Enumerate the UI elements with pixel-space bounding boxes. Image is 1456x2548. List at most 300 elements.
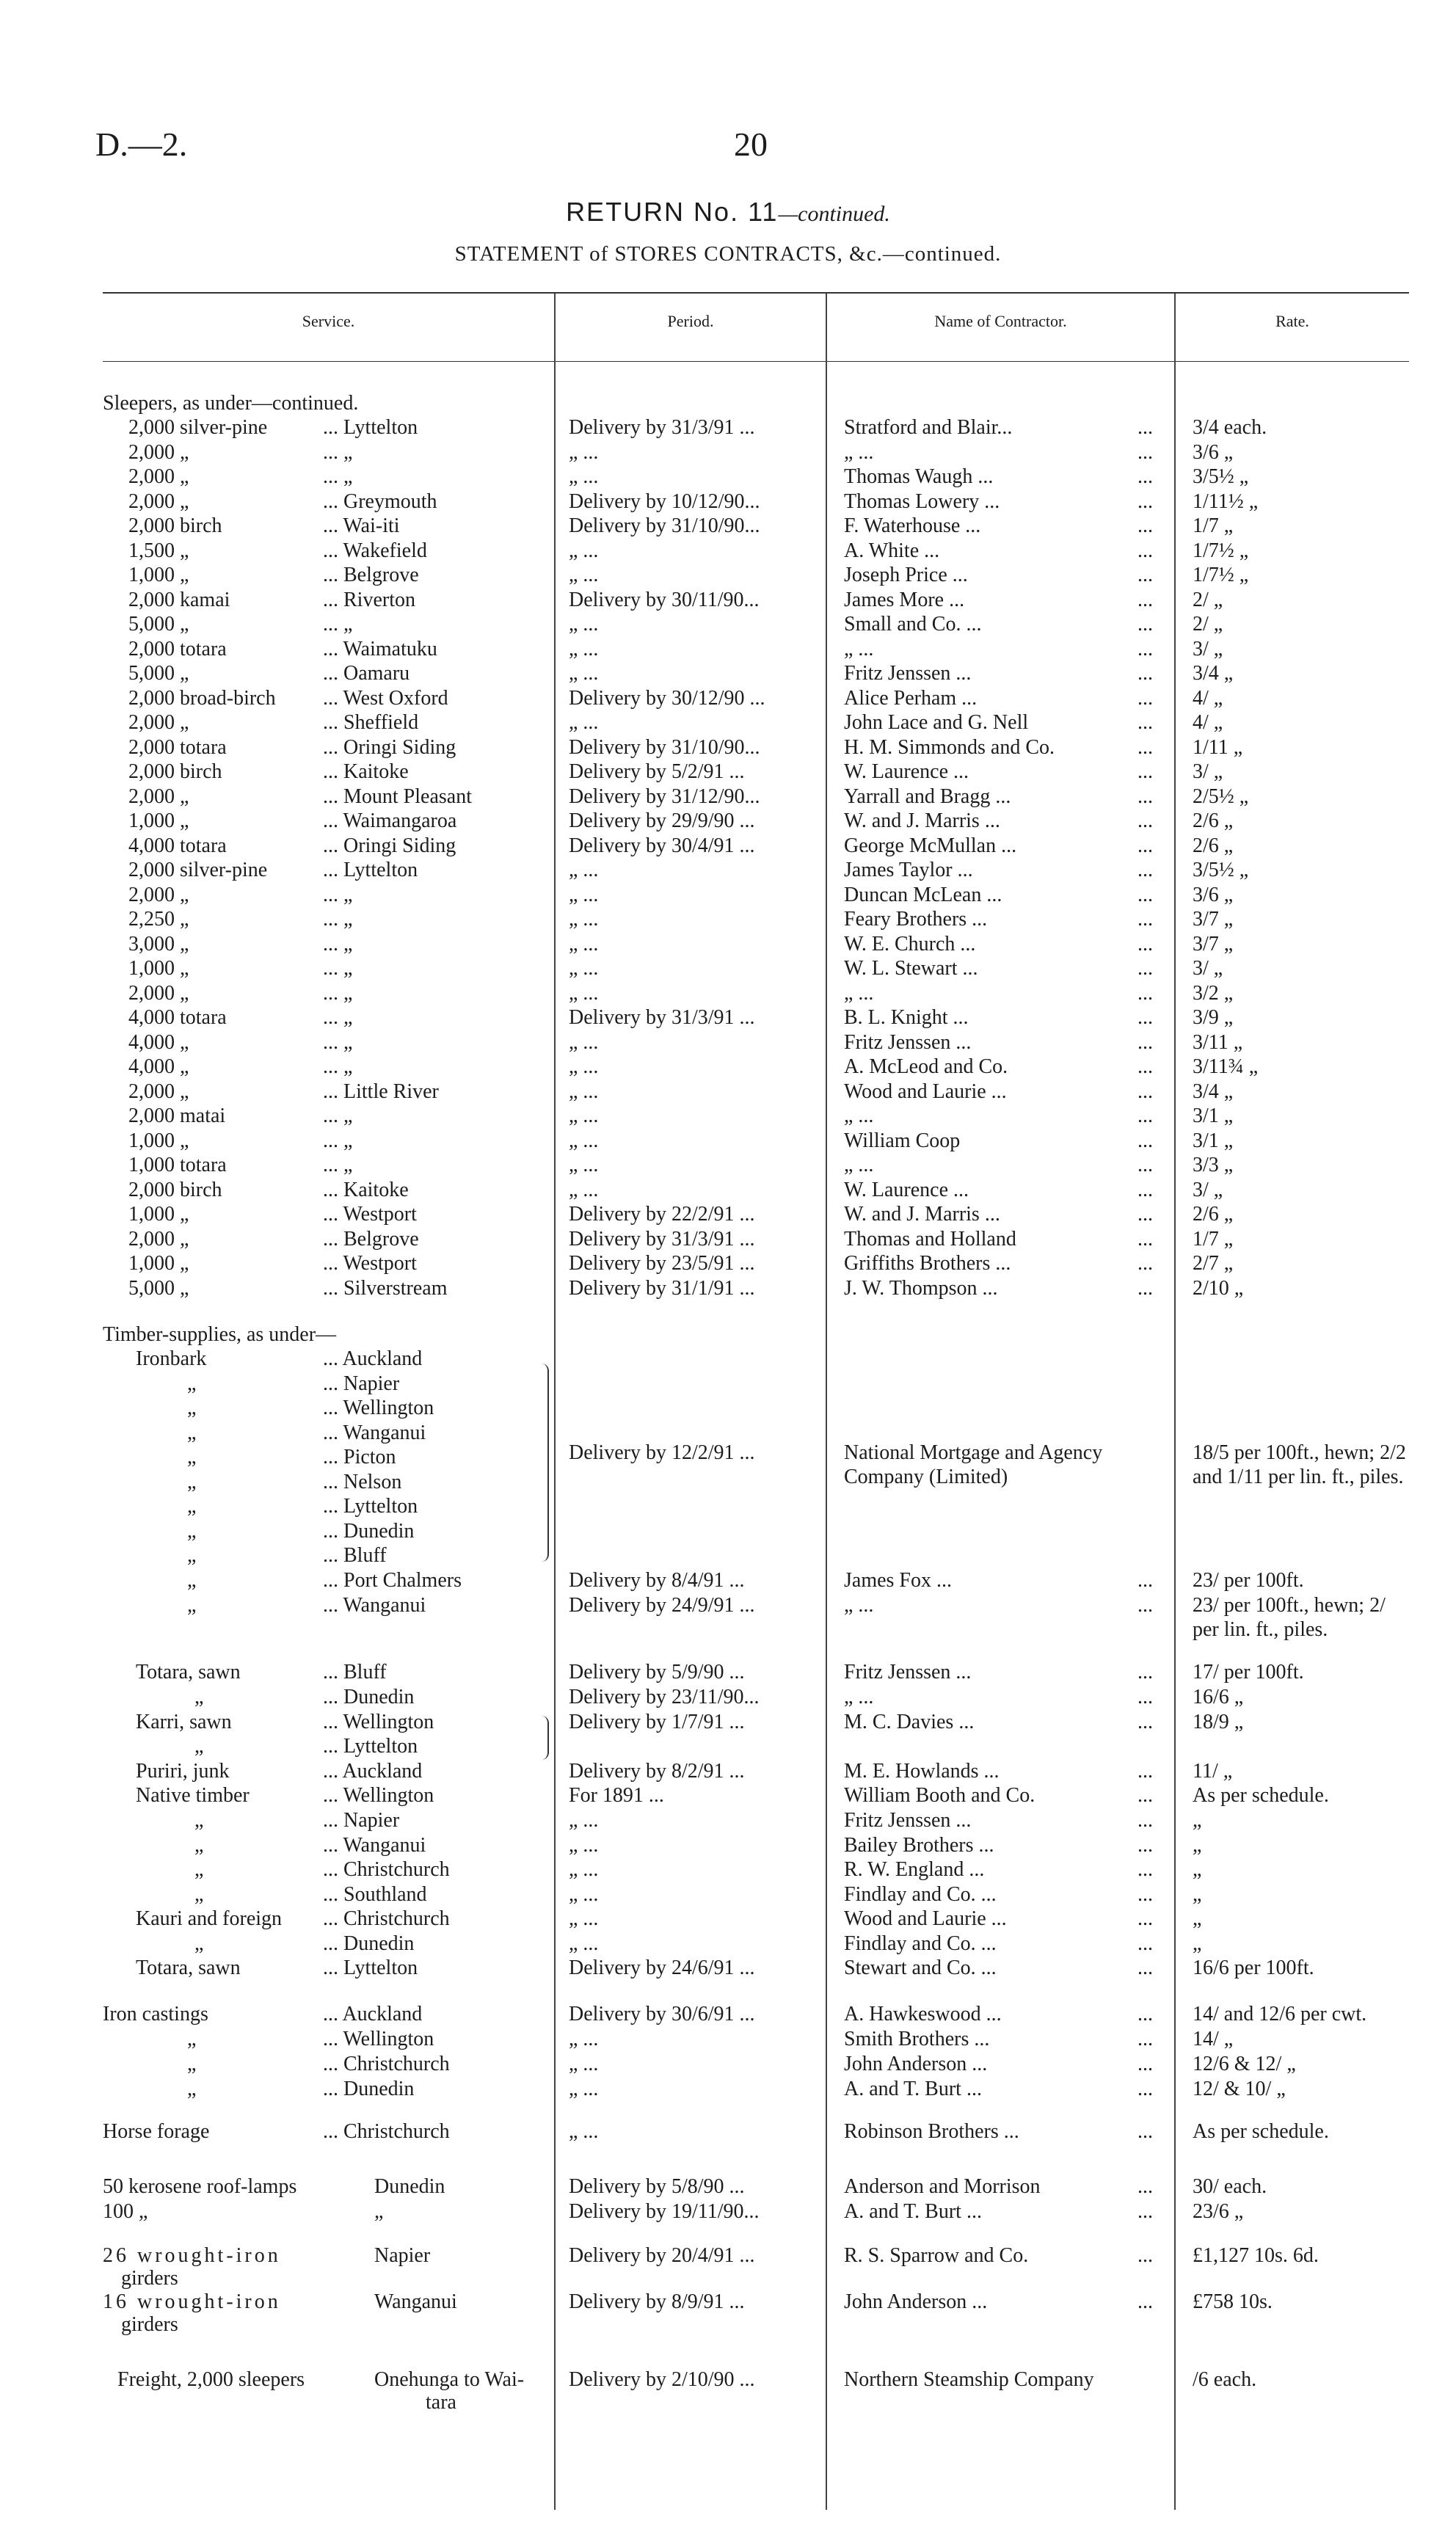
brace-karri	[542, 1716, 549, 1760]
service-place: ... Waimangaroa	[323, 809, 457, 832]
rate-cell: 3/11 „	[1193, 1030, 1243, 1054]
leader-dots: ...	[1138, 809, 1153, 832]
leader-dots: ...	[1138, 2120, 1153, 2143]
rate-cell: 23/ per 100ft.	[1193, 1569, 1304, 1592]
title-main: RETURN No. 11	[566, 197, 779, 227]
leader-dots: ...	[1138, 2078, 1153, 2100]
service-quantity: 1,000 „	[128, 564, 189, 586]
service-place: ... Lyttelton	[323, 416, 418, 439]
page-number: 20	[734, 125, 768, 163]
service-quantity: 4,000 totara	[128, 1006, 227, 1029]
rate-cell: „	[1193, 1858, 1202, 1881]
contractor-cell: John Anderson ...	[844, 2290, 988, 2313]
period-cell: Delivery by 20/4/91 ...	[569, 2244, 755, 2267]
contractor-cell: Thomas Lowery ...	[844, 489, 1000, 513]
period-cell: Delivery by 10/12/90...	[569, 489, 760, 513]
service-quantity: „	[194, 1932, 204, 1955]
ironbark-place: ... Wellington	[323, 1397, 434, 1419]
rate-cell: „	[1193, 1834, 1202, 1857]
service-quantity: Iron castings	[103, 2003, 208, 2025]
service-quantity: 2,000 matai	[128, 1104, 226, 1127]
leader-dots: ...	[1138, 465, 1153, 488]
contractor-cell: H. M. Simmonds and Co.	[844, 735, 1055, 759]
period-cell: Delivery by 5/8/90 ...	[569, 2175, 745, 2198]
period-cell: Delivery by 1/7/91 ...	[569, 1711, 745, 1733]
contractor-cell: W. and J. Marris ...	[844, 1203, 1000, 1226]
service-place: Onehunga to Wai-	[374, 2368, 525, 2391]
service-place: ... „	[323, 440, 353, 464]
period-cell: „ ...	[569, 711, 599, 734]
period-cell: Delivery by 24/9/91 ...	[569, 1594, 755, 1617]
ditto-mark: „	[187, 1544, 197, 1567]
rate-cell: 1/7½ „	[1193, 564, 1249, 586]
service-place: ... Oringi Siding	[323, 735, 456, 759]
rate-cell: 3/1 „	[1193, 1104, 1234, 1127]
service-quantity: 2,000 birch	[128, 514, 222, 537]
leader-dots: ...	[1138, 1834, 1153, 1857]
contractor-cell: M. C. Davies ...	[844, 1711, 975, 1733]
service-place: ... Waimatuku	[323, 637, 437, 660]
period-cell: „ ...	[569, 1834, 599, 1857]
period-cell: Delivery by 23/11/90...	[569, 1686, 760, 1708]
leader-dots: ...	[1138, 1252, 1153, 1275]
contractor-cell: W. Laurence ...	[844, 760, 969, 783]
rate-cell: „	[1193, 1883, 1202, 1906]
service-place: ... Wellington	[323, 2028, 434, 2050]
rate-cell: 3/5½ „	[1193, 465, 1249, 488]
contractor-cell: Stratford and Blair...	[844, 416, 1013, 439]
service-quantity: 2,250 „	[128, 908, 189, 931]
leader-dots: ...	[1138, 2003, 1153, 2025]
period-cell: Delivery by 8/4/91 ...	[569, 1569, 745, 1592]
ironbark-place: ... Picton	[323, 1446, 396, 1468]
service-quantity: 1,000 totara	[128, 1154, 227, 1176]
service-place: ... „	[323, 1030, 353, 1054]
contractor-cell: W. L. Stewart ...	[844, 957, 978, 980]
period-cell: „ ...	[569, 613, 599, 636]
service-place: ... „	[323, 1006, 353, 1029]
leader-dots: ...	[1138, 883, 1153, 906]
service-place: ... „	[323, 465, 353, 488]
rate-cell: 17/ per 100ft.	[1193, 1661, 1304, 1684]
period-cell: „ ...	[569, 908, 599, 931]
service-place: ... Dunedin	[323, 1932, 415, 1955]
contractor-cell: „ ...	[844, 1104, 874, 1127]
rate-cell: 3/ „	[1193, 957, 1223, 980]
rate-cell: 3/5½ „	[1193, 859, 1249, 881]
leader-dots: ...	[1138, 564, 1153, 586]
table-top-rule	[103, 292, 1409, 294]
column-header-rate: Rate.	[1275, 312, 1309, 330]
service-place: ... Dunedin	[323, 1686, 415, 1708]
rate-cell: 2/5½ „	[1193, 785, 1249, 808]
period-cell: „ ...	[569, 859, 599, 881]
rate-cell: 4/ „	[1193, 711, 1223, 734]
service-quantity: 2,000 „	[128, 1080, 189, 1103]
service-place: ... Wellington	[323, 1784, 434, 1807]
service-quantity: 2,000 silver-pine	[128, 859, 268, 881]
contractor-cell: Thomas and Holland	[844, 1227, 1016, 1251]
service-place: ... West Oxford	[323, 686, 448, 710]
contractor-cell: A. and T. Burt ...	[844, 2200, 982, 2223]
service-quantity-cont: girders	[121, 2313, 178, 2336]
leader-dots: ...	[1138, 1276, 1153, 1300]
service-quantity: 2,000 birch	[128, 1178, 222, 1201]
service-place: ... Silverstream	[323, 1276, 448, 1300]
contractor-cell: Thomas Waugh ...	[844, 465, 994, 488]
leader-dots: ...	[1138, 637, 1153, 660]
ironbark-rate: 18/5 per 100ft., hewn; 2/2 and 1/11 per lin. ft., piles.	[1193, 1441, 1406, 1488]
leader-dots: ...	[1138, 1129, 1153, 1152]
service-place: ... Sheffield	[323, 711, 419, 734]
rate-cell: 23/ per 100ft., hewn; 2/ per lin. ft., piles.	[1193, 1594, 1386, 1641]
period-cell: Delivery by 30/6/91 ...	[569, 2003, 755, 2025]
rate-cell: 3/11¾ „	[1193, 1055, 1259, 1078]
rate-cell: „	[1193, 1932, 1202, 1955]
contractor-cell: Feary Brothers ...	[844, 908, 988, 931]
service-place: ... Christchurch	[323, 1858, 450, 1881]
service-quantity: „	[187, 2053, 197, 2075]
leader-dots: ...	[1138, 760, 1153, 783]
leader-dots: ...	[1138, 1784, 1153, 1807]
rate-cell: 1/7 „	[1193, 1227, 1234, 1251]
ditto-mark: „	[187, 1421, 197, 1444]
leader-dots: ...	[1138, 440, 1153, 464]
period-cell: Delivery by 31/10/90...	[569, 735, 760, 759]
contractor-cell: Findlay and Co. ...	[844, 1883, 997, 1906]
rate-cell: 1/7½ „	[1193, 539, 1249, 562]
service-quantity: „	[194, 1735, 204, 1758]
leader-dots: ...	[1138, 2053, 1153, 2075]
service-place: ... Kaitoke	[323, 760, 409, 783]
contractor-cell: Yarrall and Bragg ...	[844, 785, 1011, 808]
period-cell: Delivery by 31/3/91 ...	[569, 416, 755, 439]
service-quantity: 2,000 „	[128, 883, 189, 906]
service-quantity: 2,000 birch	[128, 760, 222, 783]
contractor-cell: A. McLeod and Co.	[844, 1055, 1008, 1078]
contractor-cell: Bailey Brothers ...	[844, 1834, 994, 1857]
contractor-cell: W. and J. Marris ...	[844, 809, 1000, 832]
contractor-cell: M. E. Howlands ...	[844, 1760, 1000, 1783]
service-quantity: 100 „	[103, 2200, 148, 2223]
period-cell: Delivery by 5/2/91 ...	[569, 760, 745, 783]
column-divider	[1174, 294, 1176, 2510]
ditto-mark: „	[187, 1495, 197, 1518]
rate-cell: 3/3 „	[1193, 1154, 1234, 1176]
service-place: ... „	[323, 613, 353, 636]
service-quantity: 4,000 „	[128, 1030, 189, 1054]
leader-dots: ...	[1138, 2290, 1153, 2313]
service-place: ... Riverton	[323, 588, 415, 611]
ditto-mark: „	[187, 1446, 197, 1468]
service-place: ... Mount Pleasant	[323, 785, 472, 808]
leader-dots: ...	[1138, 1030, 1153, 1054]
period-cell: „ ...	[569, 1178, 599, 1201]
period-cell: Delivery by 22/2/91 ...	[569, 1203, 755, 1226]
rate-cell: 3/7 „	[1193, 932, 1234, 956]
ditto-mark: „	[187, 1519, 197, 1543]
leader-dots: ...	[1138, 1809, 1153, 1832]
period-cell: Delivery by 31/3/91 ...	[569, 1227, 755, 1251]
contractor-cell: Fritz Jenssen ...	[844, 1809, 972, 1832]
service-place: ... Westport	[323, 1252, 417, 1275]
service-place: ... Wai-iti	[323, 514, 400, 537]
leader-dots: ...	[1138, 2175, 1153, 2198]
rate-cell: 3/4 „	[1193, 1080, 1234, 1103]
rate-cell: 3/ „	[1193, 637, 1223, 660]
service-place: ... „	[323, 1129, 353, 1152]
leader-dots: ...	[1138, 1104, 1153, 1127]
leader-dots: ...	[1138, 1956, 1153, 1979]
service-quantity: 2,000 „	[128, 711, 189, 734]
leader-dots: ...	[1138, 2244, 1153, 2267]
ditto-mark: „	[187, 1594, 197, 1617]
service-quantity: Native timber	[136, 1784, 250, 1807]
period-cell: Delivery by 23/5/91 ...	[569, 1252, 755, 1275]
service-quantity: 2,000 totara	[128, 637, 227, 660]
service-place: ... Little River	[323, 1080, 439, 1103]
period-cell: „ ...	[569, 465, 599, 488]
column-divider	[554, 294, 556, 2510]
leader-dots: ...	[1138, 1569, 1153, 1592]
contractor-cell: Fritz Jenssen ...	[844, 1661, 972, 1684]
contractor-cell: „ ...	[844, 1594, 874, 1617]
service-place: Dunedin	[374, 2175, 445, 2198]
ironbark-place: ... Bluff	[323, 1544, 387, 1567]
leader-dots: ...	[1138, 1227, 1153, 1251]
contractor-cell: „ ...	[844, 1154, 874, 1176]
contractor-cell: John Anderson ...	[844, 2053, 988, 2075]
period-cell: „ ...	[569, 440, 599, 464]
service-quantity: 4,000 totara	[128, 834, 227, 857]
rate-cell: 2/ „	[1193, 613, 1223, 636]
service-place: ... Lyttelton	[323, 859, 418, 881]
leader-dots: ...	[1138, 1711, 1153, 1733]
rate-cell: „	[1193, 1809, 1202, 1832]
leader-dots: ...	[1138, 2200, 1153, 2223]
section-heading-sleepers: Sleepers, as under—continued.	[103, 392, 359, 415]
contractor-cell: William Booth and Co.	[844, 1784, 1035, 1807]
service-place-cont: tara	[426, 2391, 456, 2414]
period-cell: Delivery by 30/12/90 ...	[569, 686, 765, 710]
service-place: ... Belgrove	[323, 1227, 419, 1251]
service-quantity: 1,000 „	[128, 809, 189, 832]
service-place: „	[374, 2200, 384, 2223]
period-cell: Delivery by 8/2/91 ...	[569, 1760, 745, 1783]
rate-cell: 12/6 & 12/ „	[1193, 2053, 1296, 2075]
service-quantity: Puriri, junk	[136, 1760, 230, 1783]
ditto-mark: „	[187, 1569, 197, 1592]
rate-cell: 3/6 „	[1193, 883, 1234, 906]
service-place: ... „	[323, 908, 353, 931]
service-place: ... „	[323, 932, 353, 956]
ironbark-place: ... Auckland	[323, 1347, 423, 1370]
rate-cell: £1,127 10s. 6d.	[1193, 2244, 1319, 2267]
service-place: Wanganui	[374, 2290, 457, 2313]
service-place: ... Greymouth	[323, 489, 437, 513]
service-place: ... Wellington	[323, 1711, 434, 1733]
leader-dots: ...	[1138, 588, 1153, 611]
period-cell: „ ...	[569, 1809, 599, 1832]
contractor-cell: George McMullan ...	[844, 834, 1017, 857]
contractor-cell: Stewart and Co. ...	[844, 1956, 997, 1979]
period-cell: „ ...	[569, 932, 599, 956]
period-cell: „ ...	[569, 2078, 599, 2100]
leader-dots: ...	[1138, 957, 1153, 980]
service-quantity: 26 wrought-iron	[103, 2244, 281, 2267]
leader-dots: ...	[1138, 711, 1153, 734]
contractor-cell: Northern Steamship Company	[844, 2368, 1094, 2391]
column-header-contractor: Name of Contractor.	[934, 312, 1067, 330]
service-quantity: 5,000 „	[128, 1276, 189, 1300]
service-quantity: „	[194, 1834, 204, 1857]
service-place: ... Auckland	[323, 1760, 423, 1783]
period-cell: „ ...	[569, 1858, 599, 1881]
ditto-mark: „	[187, 1397, 197, 1419]
service-place: ... „	[323, 883, 353, 906]
service-quantity: 2,000 „	[128, 440, 189, 464]
rate-cell: /6 each.	[1193, 2368, 1257, 2391]
leader-dots: ...	[1138, 1858, 1153, 1881]
service-place: ... Lyttelton	[323, 1735, 418, 1758]
service-quantity: 2,000 „	[128, 981, 189, 1005]
rate-cell: 3/ „	[1193, 1178, 1223, 1201]
service-quantity: Horse forage	[103, 2120, 210, 2143]
rate-cell: 11/ „	[1193, 1760, 1233, 1783]
service-place: ... Wakefield	[323, 539, 427, 562]
document-reference: D.—2.	[95, 125, 188, 163]
ironbark-place: ... Nelson	[323, 1470, 402, 1493]
service-place: ... Oringi Siding	[323, 834, 456, 857]
rate-cell: 2/10 „	[1193, 1276, 1244, 1300]
ironbark-period: Delivery by 12/2/91 ...	[569, 1441, 755, 1464]
rate-cell: 3/9 „	[1193, 1006, 1234, 1029]
period-cell: „ ...	[569, 2053, 599, 2075]
period-cell: „ ...	[569, 564, 599, 586]
leader-dots: ...	[1138, 1178, 1153, 1201]
service-quantity: 2,000 totara	[128, 735, 227, 759]
rate-cell: 3/1 „	[1193, 1129, 1234, 1152]
service-quantity: 2,000 silver-pine	[128, 416, 268, 439]
leader-dots: ...	[1138, 1932, 1153, 1955]
period-cell: „ ...	[569, 981, 599, 1005]
service-place: ... Westport	[323, 1203, 417, 1226]
rate-cell: As per schedule.	[1193, 1784, 1329, 1807]
title-suffix: —continued.	[778, 202, 890, 226]
rate-cell: 16/6 „	[1193, 1686, 1244, 1708]
leader-dots: ...	[1138, 1203, 1153, 1226]
service-place: ... Christchurch	[323, 2053, 450, 2075]
service-quantity: 1,500 „	[128, 539, 189, 562]
service-quantity: 1,000 „	[128, 957, 189, 980]
contractor-cell: F. Waterhouse ...	[844, 514, 981, 537]
contractor-cell: A. and T. Burt ...	[844, 2078, 982, 2100]
service-quantity: Kauri and foreign	[136, 1907, 283, 1930]
leader-dots: ...	[1138, 908, 1153, 931]
rate-cell: 3/6 „	[1193, 440, 1234, 464]
rate-cell: 16/6 per 100ft.	[1193, 1956, 1314, 1979]
period-cell: „ ...	[569, 883, 599, 906]
rate-cell: 3/7 „	[1193, 908, 1234, 931]
leader-dots: ...	[1138, 613, 1153, 636]
period-cell: Delivery by 24/6/91 ...	[569, 1956, 755, 1979]
rate-cell: 2/ „	[1193, 588, 1223, 611]
ditto-mark: „	[187, 1470, 197, 1493]
service-quantity: „	[187, 2078, 197, 2100]
service-place: ... Port Chalmers	[323, 1569, 462, 1592]
service-quantity: Karri, sawn	[136, 1711, 232, 1733]
service-quantity: 4,000 „	[128, 1055, 189, 1078]
leader-dots: ...	[1138, 539, 1153, 562]
service-quantity: 1,000 „	[128, 1252, 189, 1275]
rate-cell: 2/7 „	[1193, 1252, 1234, 1275]
period-cell: Delivery by 31/10/90...	[569, 514, 760, 537]
service-quantity: Totara, sawn	[136, 1956, 241, 1979]
period-cell: „ ...	[569, 539, 599, 562]
service-quantity-cont: girders	[121, 2267, 178, 2290]
leader-dots: ...	[1138, 859, 1153, 881]
rate-cell: 1/7 „	[1193, 514, 1234, 537]
column-header-service: Service.	[302, 312, 355, 330]
leader-dots: ...	[1138, 735, 1153, 759]
rate-cell: 14/ „	[1193, 2028, 1234, 2050]
leader-dots: ...	[1138, 1686, 1153, 1708]
period-cell: Delivery by 31/1/91 ...	[569, 1276, 755, 1300]
period-cell: „ ...	[569, 1129, 599, 1152]
rate-cell: 3/2 „	[1193, 981, 1234, 1005]
contractor-cell: James Taylor ...	[844, 859, 973, 881]
period-cell: Delivery by 2/10/90 ...	[569, 2368, 755, 2391]
rate-cell: 2/6 „	[1193, 809, 1234, 832]
rate-cell: 3/4 „	[1193, 662, 1234, 685]
rate-cell: „	[1193, 1907, 1202, 1930]
service-quantity: 2,000 „	[128, 1227, 189, 1251]
service-place: ... Bluff	[323, 1661, 387, 1684]
service-place: ... Napier	[323, 1809, 400, 1832]
contractor-cell: Findlay and Co. ...	[844, 1932, 997, 1955]
leader-dots: ...	[1138, 489, 1153, 513]
contractor-cell: Wood and Laurie ...	[844, 1907, 1007, 1930]
ironbark-place: ... Wanganui	[323, 1421, 426, 1444]
rate-cell: 2/6 „	[1193, 834, 1234, 857]
period-cell: „ ...	[569, 1907, 599, 1930]
leader-dots: ...	[1138, 1006, 1153, 1029]
contractor-cell: Griffiths Brothers ...	[844, 1252, 1011, 1275]
service-quantity: 2,000 kamai	[128, 588, 230, 611]
service-quantity: 50 kerosene roof-lamps	[103, 2175, 297, 2198]
service-place: ... „	[323, 1154, 353, 1176]
period-cell: „ ...	[569, 637, 599, 660]
period-cell: Delivery by 30/11/90...	[569, 588, 760, 611]
leader-dots: ...	[1138, 1760, 1153, 1783]
rate-cell: 4/ „	[1193, 686, 1223, 710]
service-place: ... Dunedin	[323, 2078, 415, 2100]
leader-dots: ...	[1138, 1661, 1153, 1684]
service-place: ... Wanganui	[323, 1594, 426, 1617]
rate-cell: 23/6 „	[1193, 2200, 1244, 2223]
contractor-cell: John Lace and G. Nell	[844, 711, 1029, 734]
service-place: Napier	[374, 2244, 431, 2267]
leader-dots: ...	[1138, 686, 1153, 710]
contractor-cell: Smith Brothers ...	[844, 2028, 990, 2050]
column-divider	[826, 294, 827, 2510]
contractor-cell: „ ...	[844, 440, 874, 464]
leader-dots: ...	[1138, 932, 1153, 956]
contractor-cell: Anderson and Morrison	[844, 2175, 1041, 2198]
leader-dots: ...	[1138, 1080, 1153, 1103]
ditto-mark: „	[187, 1372, 197, 1395]
service-place: ... „	[323, 957, 353, 980]
